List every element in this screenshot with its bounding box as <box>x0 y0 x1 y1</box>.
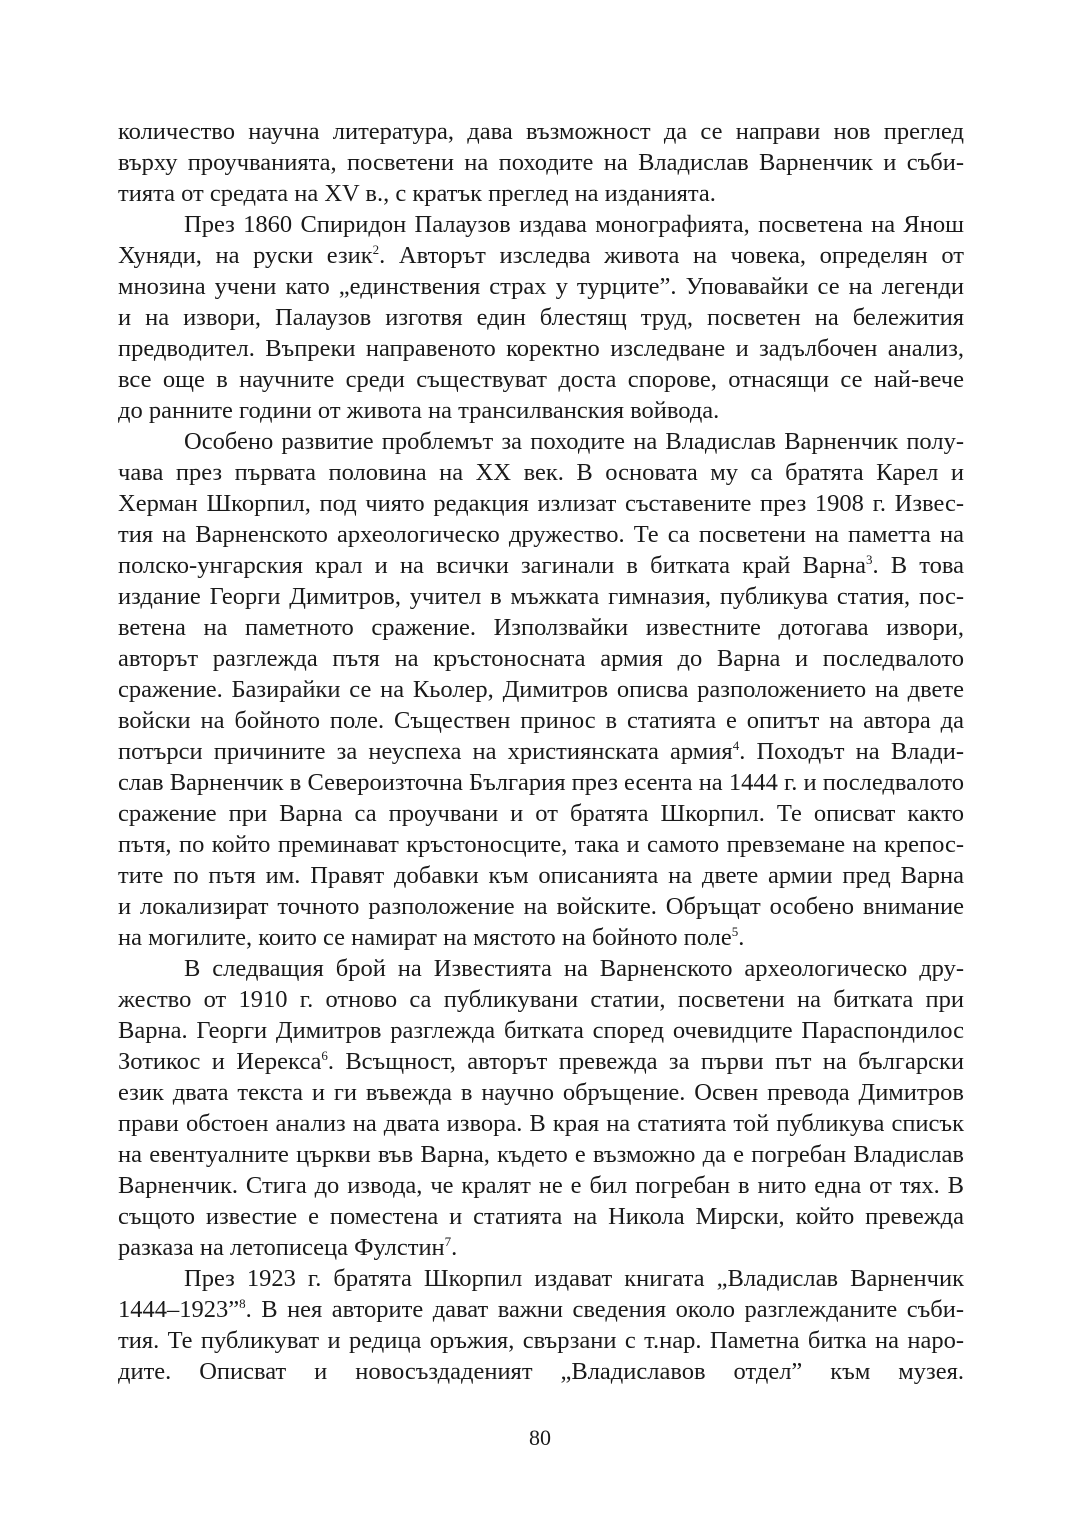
text-line <box>118 240 964 271</box>
line-text: тите по пътя им. Правят добавки към описанията на двете армии пред Варна <box>118 862 964 889</box>
text-line <box>118 829 964 860</box>
text-line <box>118 581 964 612</box>
text-line <box>118 209 964 240</box>
line-text: Хуняди, на руски език <box>118 242 373 269</box>
text-line <box>118 767 964 798</box>
text-line <box>118 116 964 147</box>
line-text: до ранните години от живота на трансилванския войвода. <box>118 397 720 424</box>
text-line <box>118 395 964 426</box>
text-line <box>118 891 964 922</box>
text-line <box>118 364 964 395</box>
line-text: В следващия брой на Известията на Варненското археологическо дру- <box>184 955 964 982</box>
line-text: 1444–1923” <box>118 1296 240 1323</box>
line-text: език двата текста и ги въвежда в научно обръщение. Освен превода Димитров <box>118 1079 964 1106</box>
text-line <box>118 705 964 736</box>
line-text: През 1923 г. братята Шкорпил издават книгата „Владислав Варненчик <box>184 1265 964 1292</box>
line-text: на евентуалните църкви във Варна, където е възможно да е погребан Владислав <box>118 1141 964 1168</box>
text-line <box>118 674 964 705</box>
footnote-marker: 2 <box>372 242 380 257</box>
line-text: потърси причините за неуспеха на християнската армия <box>118 738 733 765</box>
footnote-marker: 8 <box>239 1296 246 1311</box>
text-line <box>118 1108 964 1139</box>
page-number: 80 <box>529 1425 551 1450</box>
text-line <box>118 1201 964 1232</box>
line-text-continued: . В това <box>872 552 964 579</box>
line-text: пътя, по който преминават кръстоносците, така и самото превземане на крепос- <box>118 831 964 858</box>
text-line <box>118 953 964 984</box>
text-line <box>118 612 964 643</box>
text-line <box>118 860 964 891</box>
line-text-continued: . <box>451 1234 458 1261</box>
line-text: чава през първата половина на XX век. В основата му са братята Карел и <box>118 459 964 486</box>
text-line <box>118 488 964 519</box>
text-line <box>118 519 964 550</box>
line-text: мнозина учени като „единствения страх у турците”. Уповавайки се на легенди <box>118 273 964 300</box>
text-line <box>118 1232 964 1263</box>
text-line <box>118 178 964 209</box>
text-line <box>118 302 964 333</box>
footnote-marker: 7 <box>444 1234 452 1249</box>
line-text: войски на бойното поле. Съществен принос в статията е опитът на автора да <box>118 707 964 734</box>
line-text: Херман Шкорпил, под чиято редакция излизат съставените през 1908 г. Извес- <box>118 490 964 517</box>
line-text: върху проучванията, посветени на походите на Владислав Варненчик и съби- <box>118 149 964 176</box>
line-text: авторът разглежда пътя на кръстоносната армия до Варна и последвалото <box>118 645 964 672</box>
line-text: същото известие е поместена и статията на Никола Мирски, който превежда <box>118 1203 964 1230</box>
text-line <box>118 984 964 1015</box>
footnote-marker: 5 <box>731 924 739 939</box>
line-text: издание Георги Димитров, учител в мъжката гимназия, публикува статия, пос- <box>118 583 964 610</box>
text-line <box>118 1356 964 1387</box>
line-text: Зотикос и Иерекса <box>118 1048 322 1075</box>
text-line <box>118 333 964 364</box>
line-text-continued: . В нея авторите дават важни сведения около разглежданите съби- <box>245 1296 964 1323</box>
text-line <box>118 1325 964 1356</box>
line-text: Особено развитие проблемът за походите на Владислав Варненчик полу- <box>184 428 964 455</box>
line-text: дите. Описват и новосъздаденият „Владиславов отдел” към музея. <box>118 1358 964 1385</box>
text-line <box>118 922 964 953</box>
line-text: сражение при Варна са проучвани и от братята Шкорпил. Те описват както <box>118 800 964 827</box>
text-line <box>118 643 964 674</box>
line-text: прави обстоен анализ на двата извора. В края на статията той публикува списък <box>118 1110 964 1137</box>
line-text: и локализират точното разположение на войските. Обръщат особено внимание <box>118 893 964 920</box>
line-text: полско-унгарския крал и на всички загинали в битката край Варна <box>118 552 866 579</box>
text-line <box>118 1077 964 1108</box>
line-text: Варненчик. Стига до извода, че кралят не е бил погребан в нито една от тях. В <box>118 1172 964 1199</box>
line-text: слав Варненчик в Североизточна България през есента на 1444 г. и последвалото <box>118 769 964 796</box>
line-text-continued: . Авторът изследва живота на човека, определян от <box>379 242 964 269</box>
text-line <box>118 457 964 488</box>
text-line <box>118 1015 964 1046</box>
page-body <box>118 116 964 1387</box>
line-text-continued: . Всъщност, авторът превежда за първи път на български <box>327 1048 964 1075</box>
line-text-continued: . Походът на Влади- <box>739 738 964 765</box>
line-text: тия на Варненското археологическо дружество. Те са посветени на паметта на <box>118 521 964 548</box>
line-text: ветена на паметното сражение. Използвайки известните дотогава извори, <box>118 614 964 641</box>
text-line <box>118 426 964 457</box>
line-text: Варна. Георги Димитров разглежда битката според очевидците Параспондилос <box>118 1017 964 1044</box>
text-line <box>118 1170 964 1201</box>
text-line <box>118 1046 964 1077</box>
line-text: През 1860 Спиридон Палаузов издава монографията, посветена на Янош <box>184 211 964 238</box>
line-text: разказа на летописеца Фулстин <box>118 1234 445 1261</box>
text-line <box>118 147 964 178</box>
text-line <box>118 1294 964 1325</box>
line-text: на могилите, които се намират на мястото на бойното поле <box>118 924 732 951</box>
line-text: тия. Те публикуват и редица оръжия, свързани с т.нар. Паметна битка на наро- <box>118 1327 964 1354</box>
text-line <box>118 1139 964 1170</box>
text-line <box>118 798 964 829</box>
line-text-continued: . <box>738 924 745 951</box>
text-line <box>118 736 964 767</box>
line-text: и на извори, Палаузов изготвя един блестящ труд, посветен на бележития <box>118 304 964 331</box>
footnote-marker: 3 <box>865 552 873 567</box>
text-line <box>118 550 964 581</box>
text-line <box>118 1263 964 1294</box>
line-text: тията от средата на XV в., с кратък преглед на изданията. <box>118 180 716 207</box>
line-text: все още в научните среди съществуват доста спорове, отнасящи се най-вече <box>118 366 964 393</box>
line-text: сражение. Базирайки се на Кьолер, Димитров описва разположението на двете <box>118 676 964 703</box>
line-text: жество от 1910 г. отново са публикувани статии, посветени на битката при <box>118 986 964 1013</box>
text-line <box>118 271 964 302</box>
line-text: предводител. Въпреки направеното коректно изследване и задълбочен анализ, <box>118 335 964 362</box>
line-text: количество научна литература, дава възможност да се направи нов преглед <box>118 118 964 145</box>
footnote-marker: 4 <box>732 738 740 753</box>
footnote-marker: 6 <box>321 1048 328 1063</box>
